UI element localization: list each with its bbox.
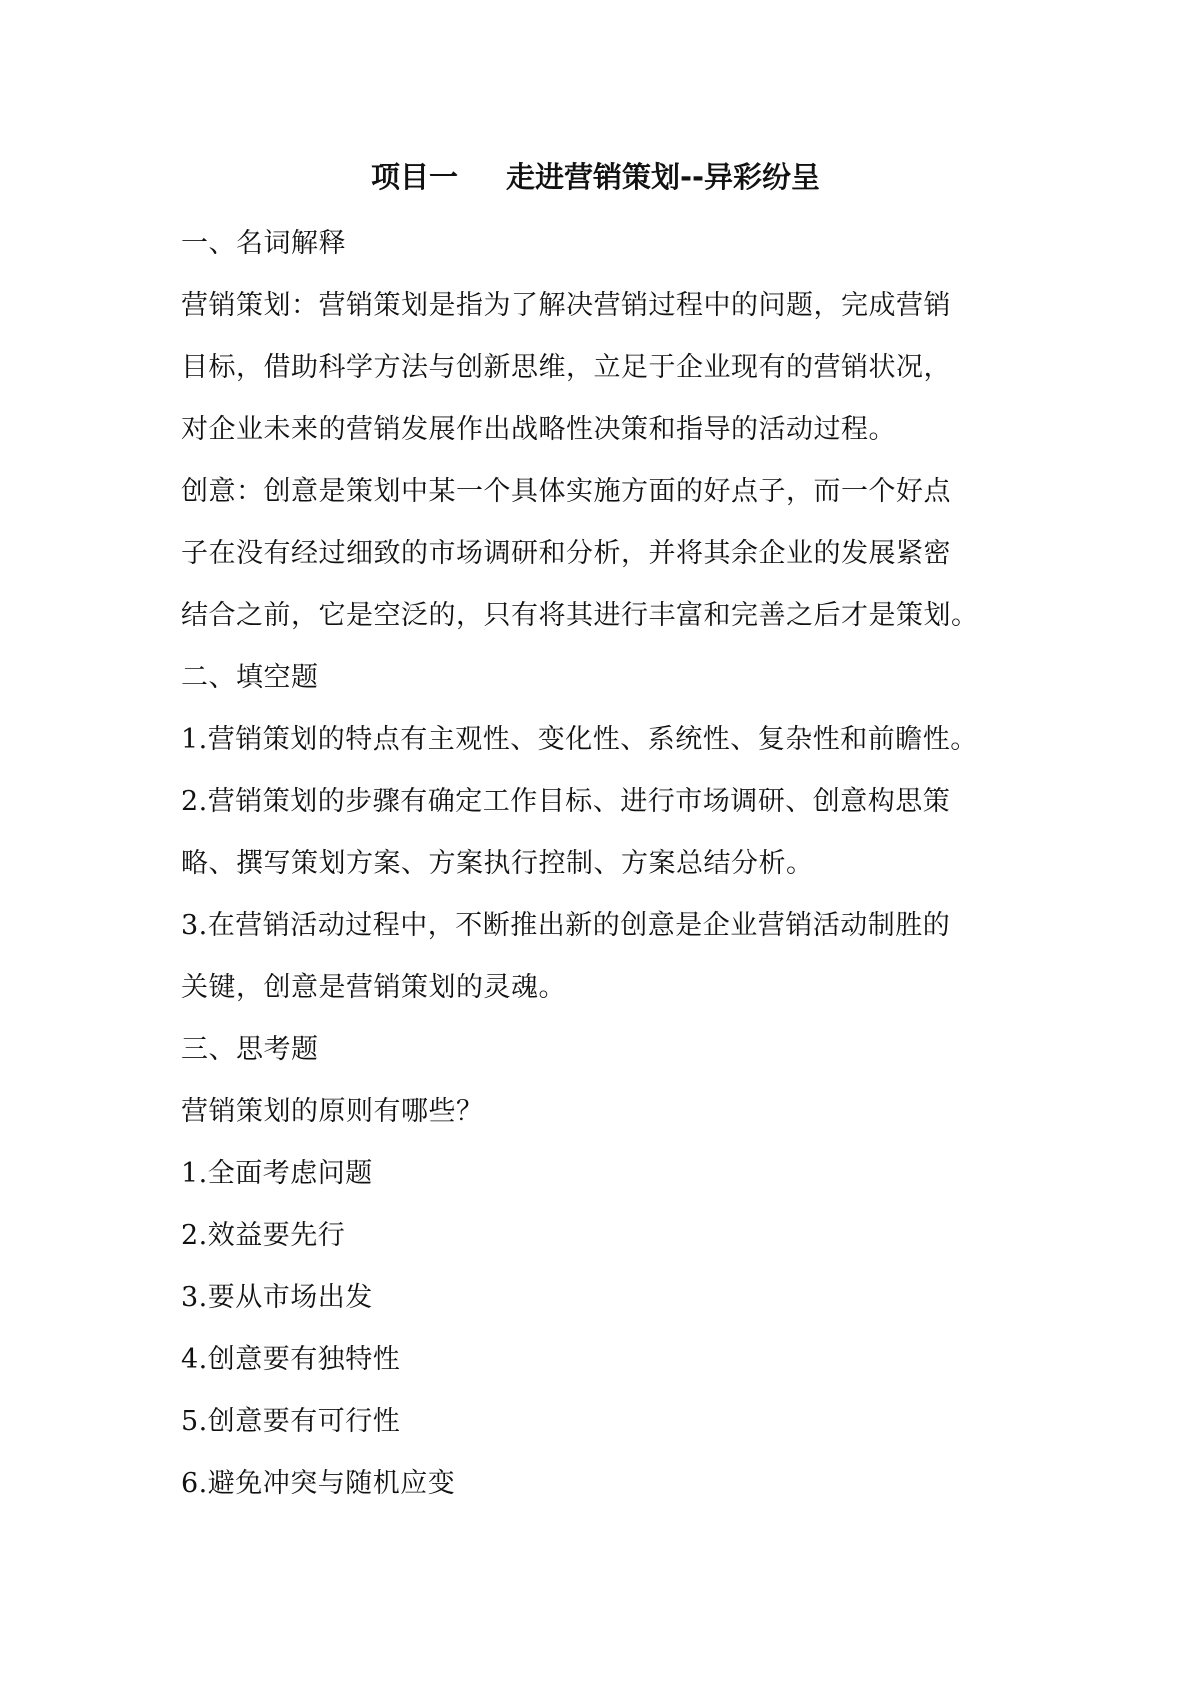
paragraph-line: 对企业未来的营销发展作出战略性决策和指导的活动过程。 [181, 414, 896, 445]
title-project-number: 项目一 [370, 160, 458, 194]
document-body [181, 213, 1019, 1515]
paragraph-line: 3.在营销活动过程中，不断推出新的创意是企业营销活动制胜的 [181, 910, 951, 941]
list-item: 4.创意要有独特性 [181, 1344, 401, 1375]
list-item: 2.效益要先行 [181, 1220, 346, 1251]
section-heading-definitions: 一、名词解释 [181, 228, 346, 259]
paragraph-line: 结合之前，它是空泛的，只有将其进行丰富和完善之后才是策划。 [181, 600, 979, 631]
list-item: 3.要从市场出发 [181, 1282, 373, 1313]
paragraph-line: 子在没有经过细致的市场调研和分析，并将其余企业的发展紧密 [181, 538, 951, 569]
list-item: 1.全面考虑问题 [181, 1158, 373, 1189]
paragraph-line: 创意：创意是策划中某一个具体实施方面的好点子，而一个好点 [181, 476, 951, 507]
paragraph-line: 1.营销策划的特点有主观性、变化性、系统性、复杂性和前瞻性。 [181, 724, 978, 755]
section-heading-questions: 三、思考题 [181, 1034, 319, 1065]
paragraph-line: 目标，借助科学方法与创新思维，立足于企业现有的营销状况， [181, 352, 951, 383]
paragraph-line: 略、撰写策划方案、方案执行控制、方案总结分析。 [181, 848, 814, 879]
page-title [0, 150, 1191, 204]
question-line: 营销策划的原则有哪些？ [181, 1096, 484, 1127]
paragraph-line: 营销策划：营销策划是指为了解决营销过程中的问题，完成营销 [181, 290, 951, 321]
title-project-name: 走进营销策划--异彩纷呈 [505, 160, 821, 194]
paragraph-line: 2.营销策划的步骤有确定工作目标、进行市场调研、创意构思策 [181, 786, 951, 817]
section-heading-fill-in: 二、填空题 [181, 662, 319, 693]
list-item: 6.避免冲突与随机应变 [181, 1468, 456, 1499]
paragraph-line: 关键，创意是营销策划的灵魂。 [181, 972, 566, 1003]
list-item: 5.创意要有可行性 [181, 1406, 401, 1437]
